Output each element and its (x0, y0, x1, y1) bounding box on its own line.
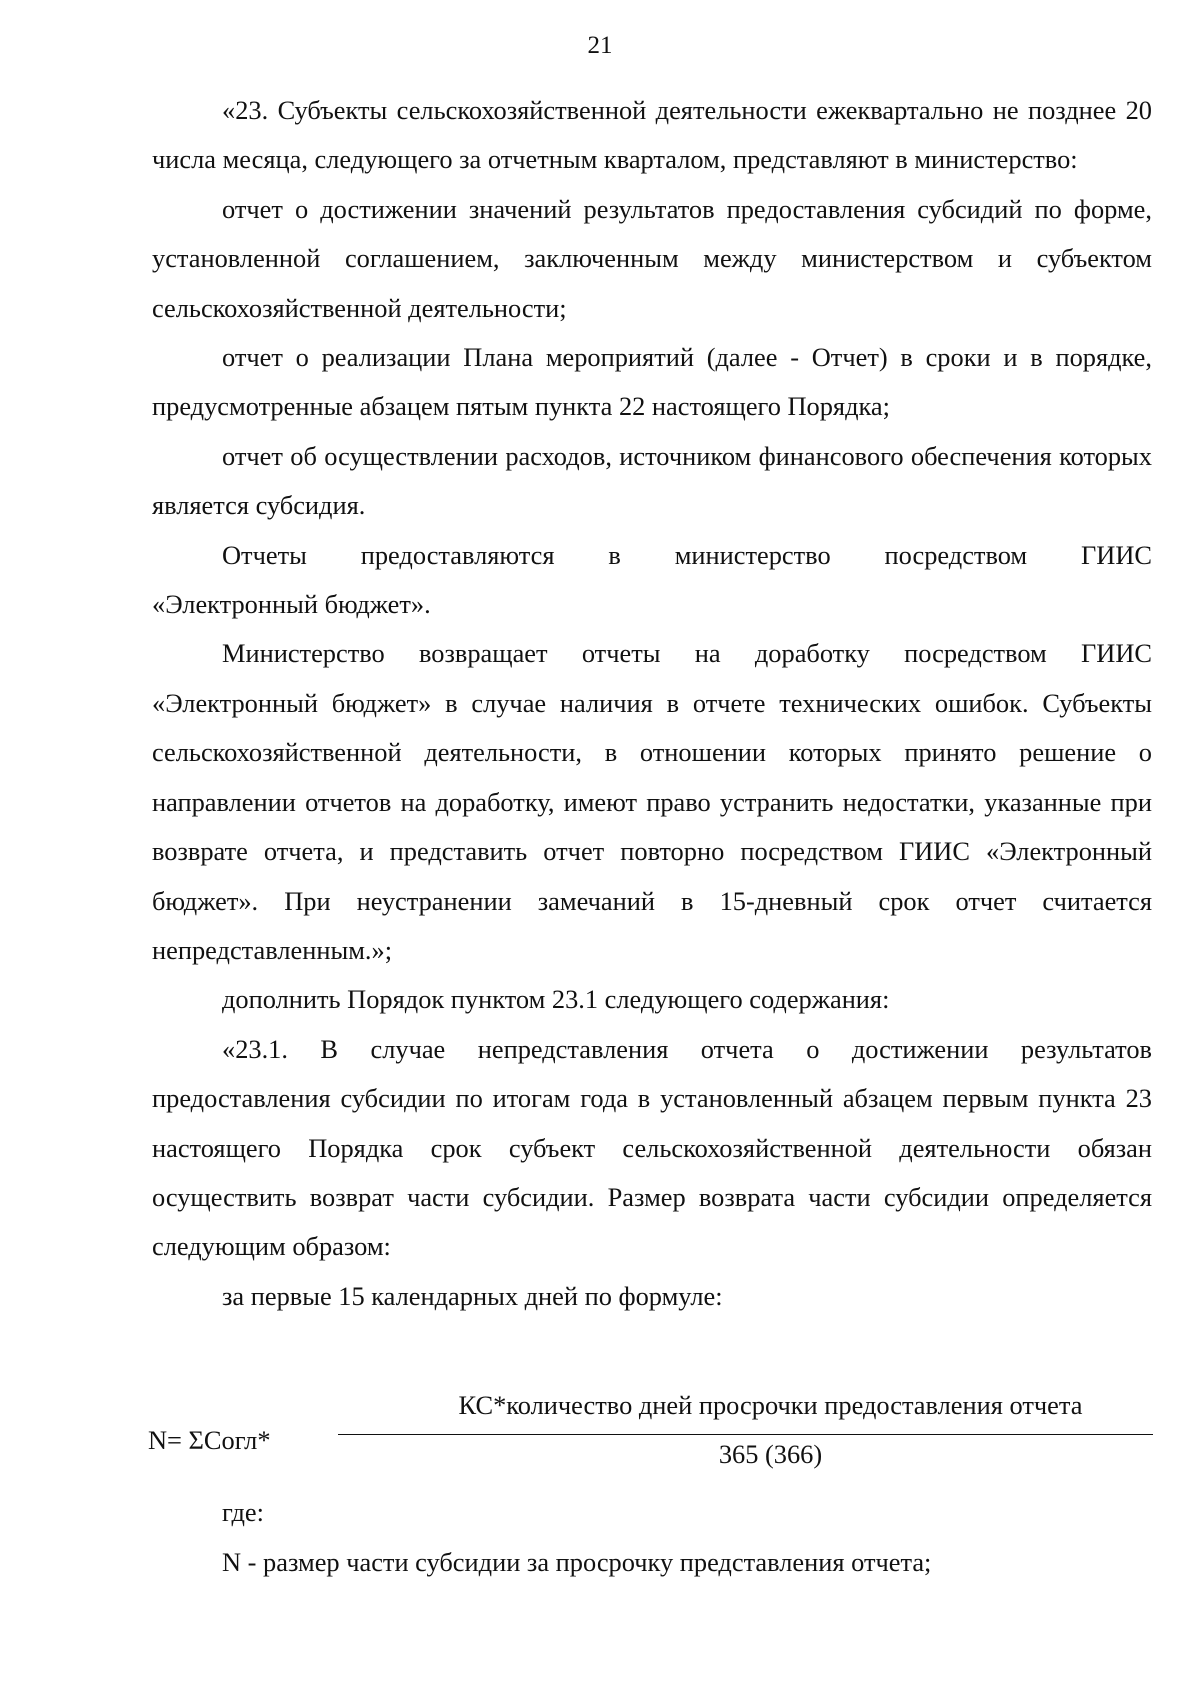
formula-numerator: КС*количество дней просрочки предоставления отчета (458, 1390, 1083, 1420)
paragraph-report-plan: отчет о реализации Плана мероприятий (далее - Отчет) в сроки и в порядке, предусмотренные абзацем пятым пункта 22 настоящего Порядка; (152, 342, 1152, 422)
formula-lhs: N= ΣСогл* (148, 1425, 271, 1455)
document-body (152, 86, 1152, 1321)
formula (148, 1390, 1153, 1482)
formula-explanation (152, 1487, 1152, 1587)
definition-n: N - размер части субсидии за просрочку представления отчета; (222, 1547, 932, 1577)
paragraph-supplement: дополнить Порядок пунктом 23.1 следующего содержания: (222, 984, 890, 1015)
where-label: где: (222, 1497, 264, 1527)
formula-denominator: 365 (366) (718, 1439, 823, 1469)
paragraph-report-expenses: отчет об осуществлении расходов, источником финансового обеспечения которых является субсидия. (152, 440, 1152, 521)
paragraph-reports-submitted-cont: «Электронный бюджет». (152, 589, 431, 620)
paragraph-reports-submitted: Отчеты предоставляются в министерство посредством ГИИС (222, 539, 1152, 570)
paragraph-23: «23. Субъекты сельскохозяйственной деятельности ежеквартально не позднее 20 числа месяца, следующего за отчетным кварталом, представляют в министерство: (152, 95, 1152, 175)
paragraph-formula-intro: за первые 15 календарных дней по формуле: (222, 1280, 723, 1311)
paragraph-ministry-returns: Министерство возвращает отчеты на доработку посредством ГИИС «Электронный бюджет» в случае наличия в отчете технических ошибок. Субъекты сельскохозяйственной деятельности, в отношении которых принято решение о направлении отчетов на доработку, имеют право устранить недостатки, указанные при возврате отчета, и представить отчет повторно посредством ГИИС «Электронный бюджет». При неустранении замечаний в 15-дневный срок отчет считается непредставленным.»; (152, 638, 1152, 965)
paragraph-23-1: «23.1. В случае непредставления отчета о достижении результатов предоставления субсидии по итогам года в установленный абзацем первым пункта 23 настоящего Порядка срок субъект сельскохозяйственной деятельности обязан осуществить возврат части субсидии. Размер возврата части субсидии определяется следующим образом: (152, 1033, 1152, 1262)
paragraph-report-results: отчет о достижении значений результатов предоставления субсидий по форме, установленной соглашением, заключенным между министерством и субъектом сельскохозяйственной деятельности; (152, 193, 1152, 323)
page-number: 21 (587, 32, 613, 59)
fraction-line (338, 1434, 1153, 1435)
